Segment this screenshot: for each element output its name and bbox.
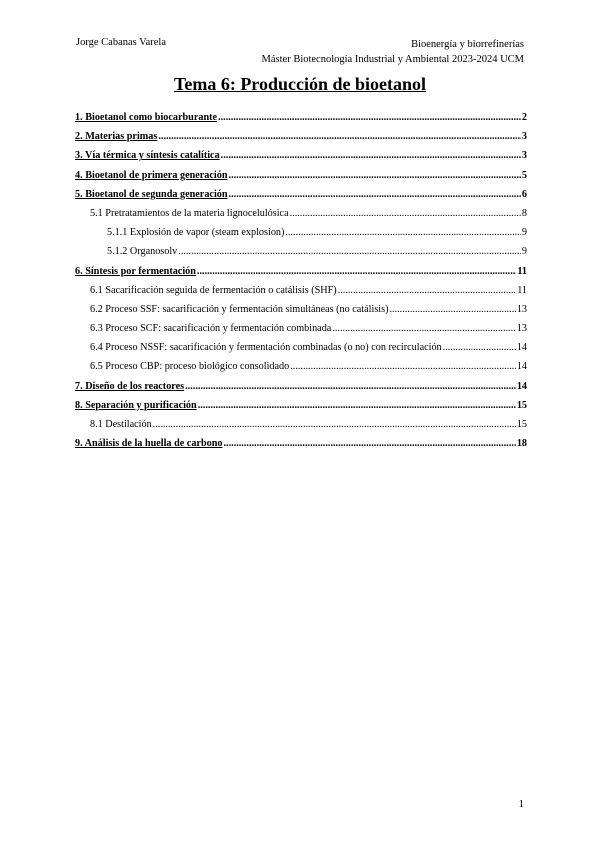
- toc-entry-label: 3. Vía térmica y síntesis catalítica: [75, 150, 220, 162]
- toc-leader-dots: [332, 323, 516, 334]
- toc-entry-label: 6.4 Proceso NSSF: sacarificación y fermentación combinadas (o no) con recirculación: [90, 342, 442, 354]
- toc-entry[interactable]: [75, 189, 527, 208]
- toc-entry-page: 14: [516, 342, 527, 354]
- toc-entry[interactable]: [75, 227, 527, 246]
- toc-entry-label: 8.1 Destilación: [90, 419, 152, 430]
- toc-entry[interactable]: [75, 419, 527, 438]
- toc-leader-dots: [221, 150, 521, 161]
- toc-entry-page: 15: [516, 419, 527, 430]
- toc-entry[interactable]: [75, 170, 527, 189]
- toc-entry-page: 18: [516, 438, 527, 450]
- toc-entry-label: 5. Bioetanol de segunda generación: [75, 188, 228, 200]
- toc-entry[interactable]: [75, 361, 527, 380]
- toc-entry[interactable]: [75, 266, 527, 285]
- toc-entry-page: 3: [521, 131, 527, 143]
- toc-leader-dots: [290, 208, 521, 219]
- toc-leader-dots: [158, 131, 521, 142]
- page-number: 1: [518, 798, 524, 810]
- toc-entry[interactable]: [75, 400, 527, 419]
- toc-entry-page: 11: [517, 284, 527, 296]
- toc-entry-label: 4. Bioetanol de primera generación: [75, 169, 228, 181]
- toc-entry-page: 13: [516, 323, 527, 335]
- table-of-contents: [75, 112, 527, 457]
- toc-entry-page: 14: [516, 380, 527, 392]
- toc-entry-label: 5.1.2 Organosolv: [107, 246, 178, 258]
- toc-leader-dots: [229, 189, 521, 200]
- toc-entry-page: 14: [516, 361, 527, 373]
- toc-entry-label: 6. Síntesis por fermentación: [75, 265, 196, 277]
- toc-leader-dots: [389, 304, 515, 315]
- toc-entry-page: 15: [516, 399, 527, 411]
- toc-leader-dots: [218, 112, 521, 123]
- toc-entry-page: 6: [521, 188, 527, 200]
- toc-entry-page: 3: [521, 150, 527, 162]
- toc-entry-label: 6.1 Sacarificación seguida de fermentación o catálisis (SHF): [90, 284, 337, 296]
- header-author: Jorge Cabanas Varela: [76, 37, 166, 48]
- toc-entry-label: 6.5 Proceso CBP: proceso biológico consolidado: [90, 361, 290, 373]
- toc-entry[interactable]: [75, 304, 527, 323]
- toc-entry[interactable]: [75, 208, 527, 227]
- toc-entry-label: 5.1 Pretratamientos de la materia lignocelulósica: [90, 207, 289, 219]
- toc-entry[interactable]: [75, 246, 527, 265]
- toc-leader-dots: [229, 170, 521, 181]
- toc-entry-page: 11: [517, 265, 527, 277]
- toc-entry-label: 2. Materias primas: [75, 131, 158, 143]
- header-program: Máster Biotecnología Industrial y Ambiental 2023-2024 UCM: [261, 54, 524, 65]
- toc-entry-label: 8. Separación y purificación: [75, 399, 197, 411]
- toc-leader-dots: [198, 400, 516, 411]
- toc-entry-label: 5.1.1 Explosión de vapor (steam explosion): [107, 227, 285, 239]
- toc-leader-dots: [178, 246, 521, 257]
- toc-entry[interactable]: [75, 323, 527, 342]
- toc-entry-page: 2: [521, 112, 527, 123]
- toc-entry[interactable]: [75, 285, 527, 304]
- toc-entry[interactable]: [75, 131, 527, 150]
- toc-leader-dots: [153, 419, 516, 430]
- header-course: Bioenergía y biorrefinerías: [411, 39, 524, 50]
- toc-entry[interactable]: [75, 381, 527, 400]
- toc-entry[interactable]: [75, 438, 527, 457]
- toc-leader-dots: [443, 342, 516, 353]
- toc-entry-label: 7. Diseño de los reactores: [75, 380, 185, 392]
- toc-entry-page: 8: [521, 207, 527, 219]
- toc-entry-page: 9: [521, 246, 527, 258]
- header-right: [262, 37, 524, 67]
- toc-entry-label: 9. Análisis de la huella de carbono: [75, 438, 223, 450]
- toc-leader-dots: [223, 438, 515, 449]
- toc-leader-dots: [338, 285, 517, 296]
- toc-entry-label: 6.3 Proceso SCF: sacarificación y fermentación combinada: [90, 323, 332, 335]
- toc-entry-label: 6.2 Proceso SSF: sacarificación y fermentación simultáneas (no catálisis): [90, 303, 389, 315]
- toc-entry[interactable]: [75, 150, 527, 169]
- toc-leader-dots: [290, 361, 516, 372]
- toc-entry-page: 5: [521, 169, 527, 181]
- toc-leader-dots: [285, 227, 521, 238]
- document-title: Tema 6: Producción de bioetanol: [173, 74, 426, 94]
- toc-entry[interactable]: [75, 112, 527, 131]
- toc-entry-page: 9: [521, 227, 527, 239]
- toc-entry-page: 13: [516, 303, 527, 315]
- toc-leader-dots: [197, 266, 516, 277]
- toc-leader-dots: [185, 381, 516, 392]
- toc-entry[interactable]: [75, 342, 527, 361]
- toc-entry-label: 1. Bioetanol como biocarburante: [75, 112, 218, 123]
